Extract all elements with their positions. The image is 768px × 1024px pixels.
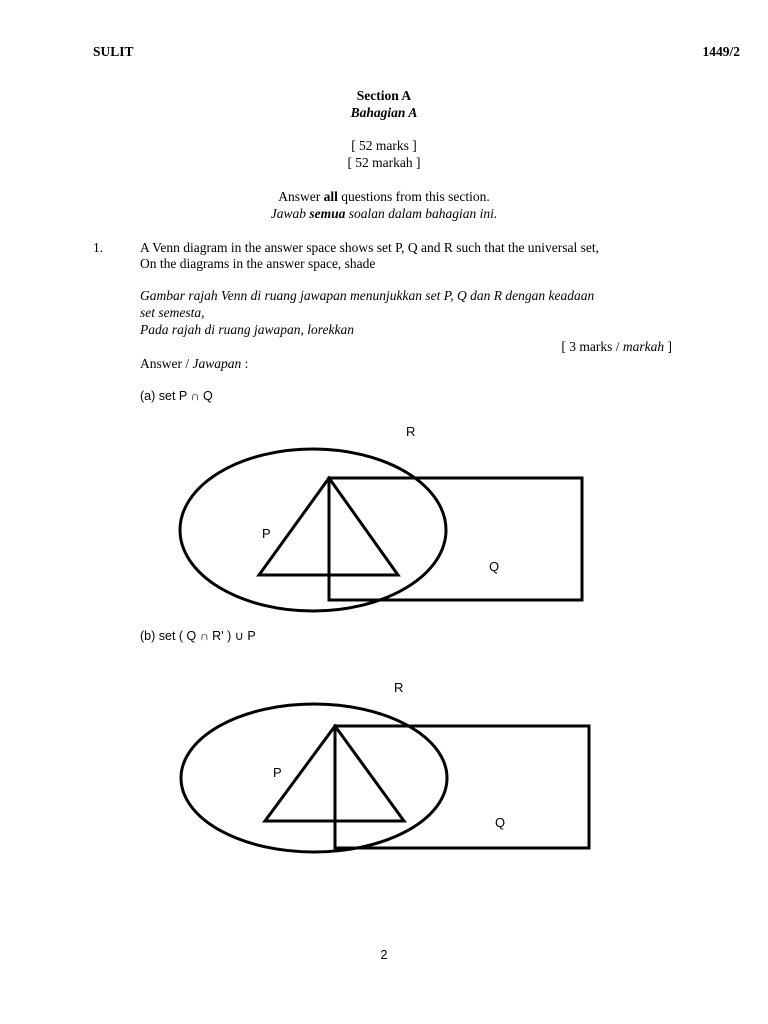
header-right: 1449/2 [702, 44, 740, 59]
part-a-label: (a) set P ∩ Q [140, 389, 213, 403]
set-q-rectangle [335, 726, 589, 848]
set-r-label: R [406, 424, 416, 439]
set-r-label: R [394, 680, 404, 695]
question-line-2: On the diagrams in the answer space, shade [140, 256, 376, 271]
page-number: 2 [380, 948, 388, 962]
question-malay-line-2: set semesta, [140, 305, 205, 320]
section-title-malay: Bahagian A [350, 105, 418, 120]
section-instruction-malay: Jawab semua soalan dalam bahagian ini. [270, 206, 498, 221]
set-q-label: Q [489, 559, 500, 574]
question-malay-line-3: Pada rajah di ruang jawapan, lorekkan [140, 322, 354, 337]
question-marks: [ 3 marks / markah ] [561, 339, 672, 354]
set-p-label: P [262, 526, 271, 541]
header-left: SULIT [93, 44, 134, 59]
question-malay-line-1: Gambar rajah Venn di ruang jawapan menunjukkan set P, Q dan R dengan keadaan [140, 288, 595, 303]
section-instruction: Answer all questions from this section. [278, 189, 490, 204]
section-title: Section A [356, 88, 412, 103]
question-line-1: A Venn diagram in the answer space shows set P, Q and R such that the universal set, [140, 240, 600, 255]
question-number: 1. [93, 240, 104, 255]
section-marks: [ 52 marks ] [351, 138, 417, 153]
answer-label: Answer / Jawapan : [140, 356, 249, 371]
section-marks-malay: [ 52 markah ] [347, 155, 421, 170]
part-b-label: (b) set ( Q ∩ R' ) ∪ P [140, 629, 256, 643]
set-q-label: Q [495, 815, 506, 830]
set-p-label: P [273, 765, 282, 780]
